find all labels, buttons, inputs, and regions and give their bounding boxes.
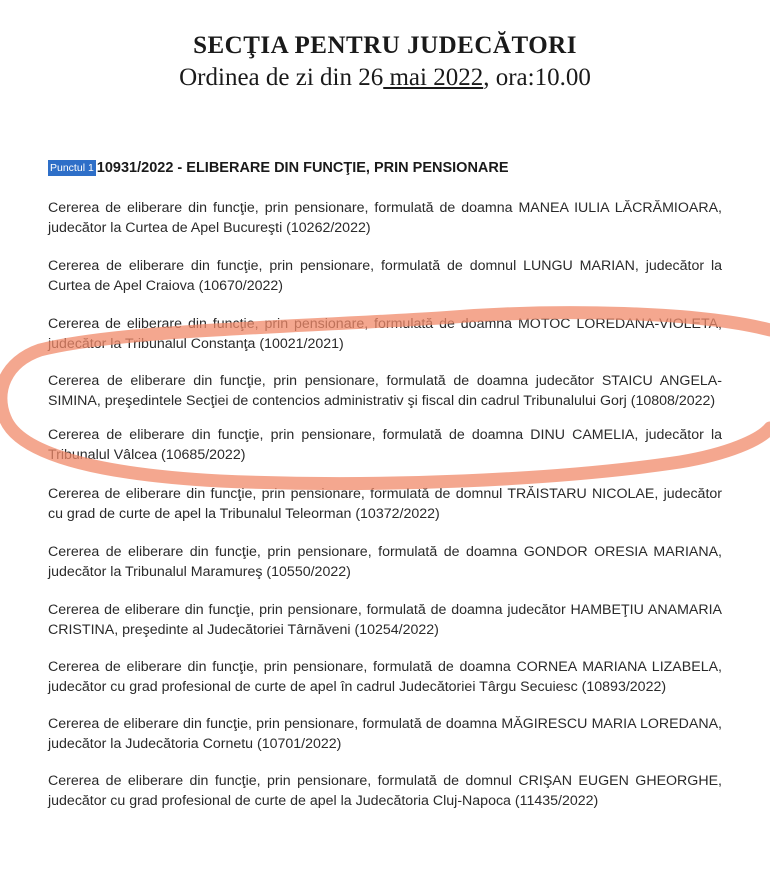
subtitle-time: , ora:10.00: [483, 64, 591, 91]
subtitle-prefix: Ordinea de zi din 26: [179, 64, 384, 91]
list-item: Cererea de eliberare din funcţie, prin pensionare, formulată de doamna MANEA IULIA LĂCRĂMIOARA, judecător la Curtea de Apel Bucureşti (10262/2022): [48, 200, 722, 236]
list-item: Cererea de eliberare din funcţie, prin pensionare, formulată de domnul TRĂISTARU NICOLAE, judecător cu grad de curte de apel la Tribunalul Teleorman (10372/2022): [48, 486, 722, 522]
selected-badge[interactable]: Punctul 1: [50, 162, 94, 174]
list-item: Cererea de eliberare din funcţie, prin pensionare, formulată de domnul CRIŞAN EUGEN GHEORGHE, judecător cu grad profesional de curte de apel la Judecătoria Cluj-Napoca (11435/2022): [48, 773, 722, 809]
section-heading-text: 10931/2022 - ELIBERARE DIN FUNCŢIE, PRIN PENSIONARE: [96, 160, 509, 176]
section-heading: [48, 160, 509, 176]
list-item: Cererea de eliberare din funcţie, prin pensionare, formulată de doamna MĂGIRESCU MARIA LOREDANA, judecător la Judecătoria Cornetu (10701/2022): [48, 716, 722, 752]
list-item: Cererea de eliberare din funcţie, prin pensionare, formulată de doamna judecător STAICU ANGELA-SIMINA, preşedintele Secţiei de contencios administrativ şi fiscal din cadrul Tribunalului Gorj (10808/2022): [48, 373, 722, 409]
subtitle-date-underlined: mai 2022: [383, 64, 484, 91]
list-item: Cererea de eliberare din funcţie, prin pensionare, formulată de doamna GONDOR ORESIA MARIANA, judecător la Tribunalul Maramureş (10550/2022): [48, 544, 722, 580]
list-item: Cererea de eliberare din funcţie, prin pensionare, formulată de doamna judecător HAMBEŢIU ANAMARIA CRISTINA, preşedinte al Judecătoriei Târnăveni (10254/2022): [48, 602, 722, 638]
list-item: Cererea de eliberare din funcţie, prin pensionare, formulată de doamna CORNEA MARIANA LIZABELA, judecător cu grad profesional de curte de apel în cadrul Judecătoriei Târgu Secuiesc (10893/2022): [48, 659, 722, 695]
request-list: [48, 198, 722, 811]
agenda-subtitle: [0, 64, 770, 92]
list-item: Cererea de eliberare din funcţie, prin pensionare, formulată de domnul LUNGU MARIAN, judecător la Curtea de Apel Craiova (10670/2022): [48, 258, 722, 294]
list-item: Cererea de eliberare din funcţie, prin pensionare, formulată de doamna MOTOC LOREDANA-VIOLETA, judecător la Tribunalul Constanţa (10021/2021): [48, 316, 722, 352]
page-title: SECŢIA PENTRU JUDECĂTORI: [193, 32, 577, 59]
list-item: Cererea de eliberare din funcţie, prin pensionare, formulată de doamna DINU CAMELIA, judecător la Tribunalul Vâlcea (10685/2022): [48, 427, 722, 463]
